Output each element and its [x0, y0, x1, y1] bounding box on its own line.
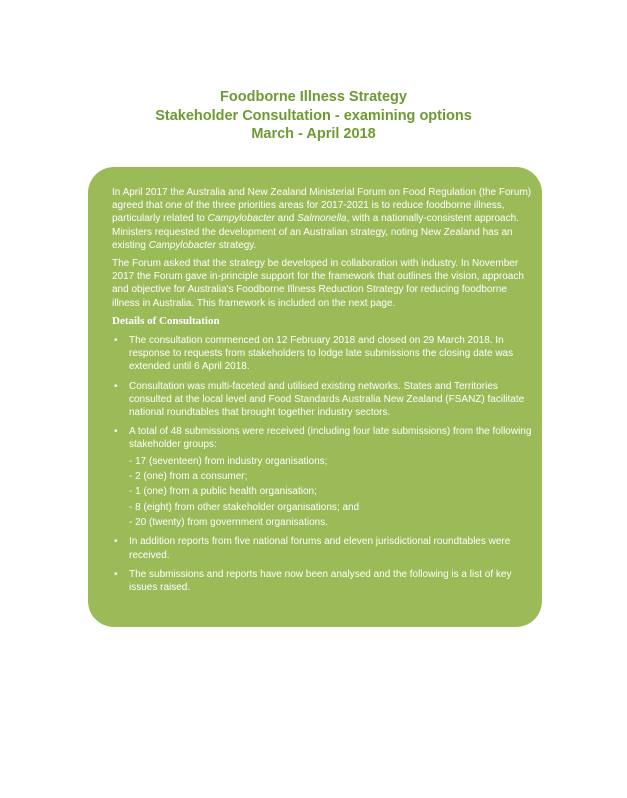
list-item: [112, 425, 536, 529]
italic-term: Campylobacter: [207, 213, 275, 225]
title-line-2: Stakeholder Consultation - examining options: [155, 107, 472, 124]
group-item: - 2 (one) from a consumer;: [129, 471, 248, 483]
list-item-text: A total of 48 submissions were received (including four late submissions) from the following stakeholder groups:: [129, 426, 532, 451]
list-item: [112, 535, 536, 561]
group-item: - 1 (one) from a public health organisation;: [129, 486, 317, 498]
bullet-icon: •: [114, 568, 118, 580]
list-item: [112, 380, 536, 420]
content-panel: [88, 167, 542, 627]
bullet-icon: •: [114, 536, 118, 548]
list-item-text: The submissions and reports have now been analysed and the following is a list of key issues raised.: [129, 568, 512, 594]
italic-term: Campylobacter: [148, 239, 216, 251]
list-item-text: The consultation commenced on 12 February 2018 and closed on 29 March 2018. In response to requests from stakeholders to lodge late submissions the closing date was extended until 6 April 2018.: [129, 335, 514, 373]
list-item-text: In addition reports from five national forums and eleven jurisdictional roundtables were received.: [129, 536, 511, 561]
title-line-3: March - April 2018: [251, 126, 376, 142]
stakeholder-groups-list: [129, 455, 536, 530]
intro-paragraph-1: In April 2017 the Australia and New Zealand Ministerial Forum on Food Regulation (the Forum) agreed that one of the three priorities areas for 2017-2021 is to reduce foodborne illness, particularly related to Campylobacter and Salmonella, with a nationally-consistent approach. Ministers requested the development of an Australian strategy, noting New Zealand has an existing Campylobacter strategy.: [112, 187, 532, 251]
group-item: - 17 (seventeen) from industry organisations;: [129, 455, 328, 467]
bullet-icon: •: [114, 380, 118, 392]
document-title: [0, 88, 627, 144]
list-item: [112, 568, 536, 594]
details-heading: Details of Consultation: [112, 314, 220, 327]
group-item: - 8 (eight) from other stakeholder organisations; and: [129, 501, 360, 513]
title-line-1: Foodborne Illness Strategy: [220, 89, 407, 105]
group-item: - 20 (twenty) from government organisations.: [129, 517, 328, 529]
italic-term: Salmonella: [297, 213, 347, 225]
intro-paragraph-2: The Forum asked that the strategy be developed in collaboration with industry. In November 2017 the Forum gave in-principle support for the framework that outlines the vision, approach and objective for Australia's Foodborne Illness Reduction Strategy for reducing foodborne illness in Australia. This framework is included on the next page.: [112, 258, 524, 309]
list-item-text: Consultation was multi-faceted and utilised existing networks. States and Territories consulted at the local level and Food Standards Australia New Zealand (FSANZ) facilitate national roundtables that brought together industry sectors.: [129, 380, 525, 419]
bullet-icon: •: [114, 426, 118, 438]
bullet-icon: •: [114, 335, 118, 347]
list-item: [112, 334, 536, 374]
details-list: [112, 334, 536, 594]
